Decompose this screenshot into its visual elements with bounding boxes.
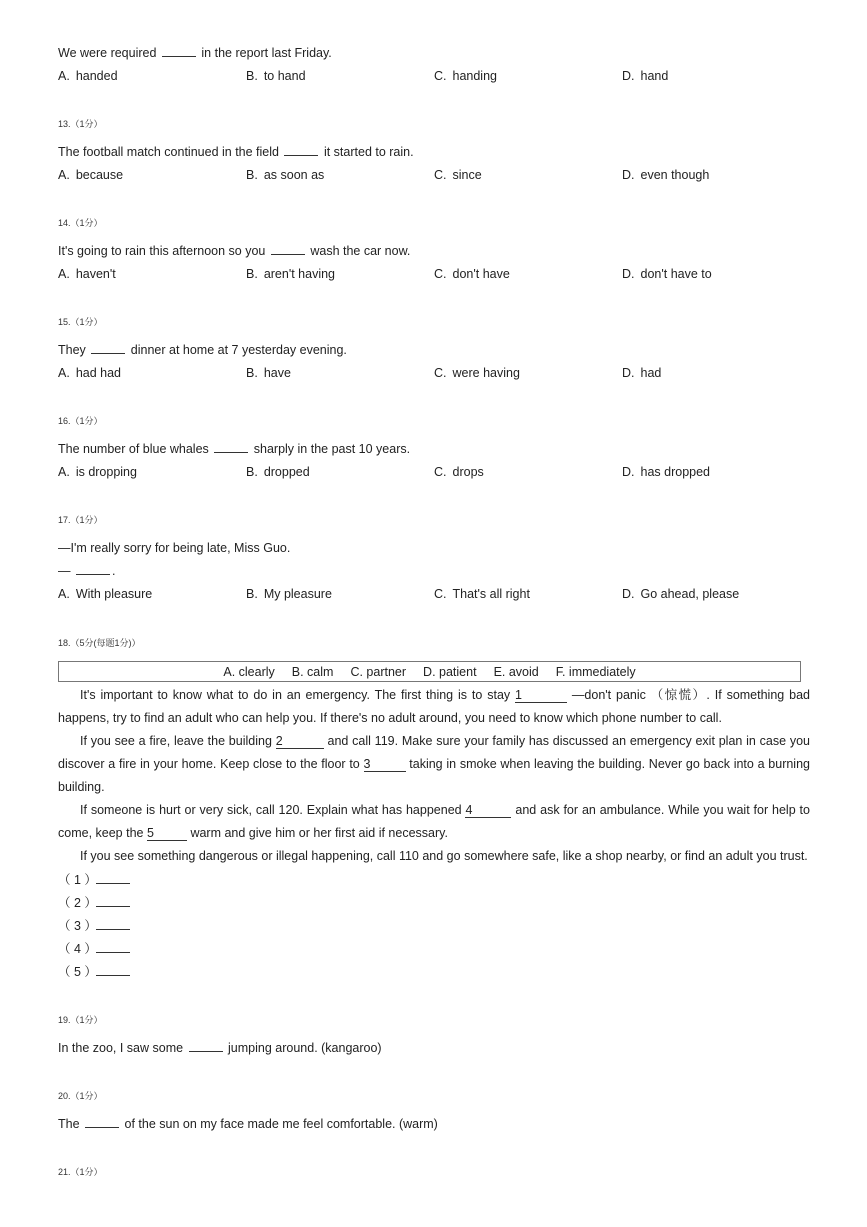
q14-options [58, 266, 818, 282]
q13-options [58, 167, 818, 183]
q18-answer-1: （ 1 ） [58, 872, 132, 888]
q14-stem: It's going to rain this afternoon so you wash the car now. [58, 244, 411, 258]
q15-options [58, 365, 818, 381]
q15-number: 15.（1分） [58, 317, 103, 327]
q19-stem: In the zoo, I saw some jumping around. (kangaroo) [58, 1041, 382, 1055]
q13-number: 13.（1分） [58, 119, 103, 129]
q18-answer-5: （ 5 ） [58, 964, 132, 980]
q17-line1: —I'm really sorry for being late, Miss Guo. [58, 541, 291, 555]
q18-paragraph-1: It's important to know what to do in an emergency. The first thing is to stay 1 —don't panic （惊慌）. If something bad happens, try to find an adult who can help you. If there's no adult around, you need to know which phone number to call. [58, 688, 810, 725]
q12-stem-after: in the report last Friday. [201, 46, 332, 60]
q15-stem: They dinner at home at 7 yesterday evening. [58, 343, 347, 357]
q18-paragraph-2: If you see a fire, leave the building 2 and call 119. Make sure your family has discussed an emergency exit plan in case you discover a fire in your home. Keep close to the floor to 3 taking in smoke when leaving the building. Never go back into a burning building. [58, 734, 810, 794]
q13-blank[interactable] [284, 144, 318, 156]
q17-option-a[interactable]: A. With pleasure [58, 587, 153, 601]
q18-blank-3[interactable]: 3 [364, 757, 406, 772]
q18-paragraph-3: If someone is hurt or very sick, call 120. Explain what has happened 4 and ask for an ambulance. While you wait for help to come, keep the 5 warm and give him or her first aid if necessary. [58, 803, 810, 840]
q12-option-a[interactable]: A. handed [58, 69, 118, 83]
q15-option-d[interactable]: D. had [622, 366, 662, 380]
q17-options [58, 586, 818, 602]
q21-number: 21.（1分） [58, 1167, 103, 1177]
q13-option-c[interactable]: C. since [434, 168, 482, 182]
q16-option-b[interactable]: B. dropped [246, 465, 310, 479]
q18-answer-blank-5[interactable] [96, 964, 130, 976]
q18-blank-4[interactable]: 4 [465, 803, 511, 818]
q18-blank-2[interactable]: 2 [276, 734, 324, 749]
q18-answer-blank-2[interactable] [96, 895, 130, 907]
q20-blank[interactable] [85, 1116, 119, 1128]
q18-blank-5[interactable]: 5 [147, 826, 187, 841]
q15-option-c[interactable]: C. were having [434, 366, 520, 380]
word-option: A. clearly [223, 664, 275, 679]
q18-paragraph-4: If you see something dangerous or illegal happening, call 110 and go somewhere safe, like a shop nearby, or find an adult you trust. [80, 849, 808, 863]
q14-option-b[interactable]: B. aren't having [246, 267, 335, 281]
q12-stem-before: We were required [58, 46, 157, 60]
q14-option-c[interactable]: C. don't have [434, 267, 510, 281]
q20-number: 20.（1分） [58, 1091, 103, 1101]
q12-option-c[interactable]: C. handing [434, 69, 497, 83]
q13-option-d[interactable]: D. even though [622, 168, 710, 182]
q16-number: 16.（1分） [58, 416, 103, 426]
q17-line2: — . [58, 564, 116, 578]
q14-option-a[interactable]: A. haven't [58, 267, 116, 281]
q17-option-d[interactable]: D. Go ahead, please [622, 587, 740, 601]
q16-options [58, 464, 818, 480]
q15-option-b[interactable]: B. have [246, 366, 291, 380]
q17-blank[interactable] [76, 563, 110, 575]
q18-answer-blank-3[interactable] [96, 918, 130, 930]
word-option: F. immediately [555, 664, 636, 679]
q12-stem [58, 45, 332, 61]
q20-stem: The of the sun on my face made me feel comfortable. (warm) [58, 1117, 438, 1131]
q16-stem: The number of blue whales sharply in the past 10 years. [58, 442, 411, 456]
q14-blank[interactable] [271, 243, 305, 255]
q18-answer-blank-4[interactable] [96, 941, 130, 953]
q18-blank-1[interactable]: 1 [515, 688, 567, 703]
word-option: B. calm [291, 664, 334, 679]
q14-option-d[interactable]: D. don't have to [622, 267, 712, 281]
q12-options [58, 68, 818, 84]
q16-blank[interactable] [214, 441, 248, 453]
q19-number: 19.（1分） [58, 1015, 103, 1025]
word-option: D. patient [423, 664, 477, 679]
q12-option-b[interactable]: B. to hand [246, 69, 306, 83]
q19-blank[interactable] [189, 1040, 223, 1052]
q12-option-d[interactable]: D. hand [622, 69, 669, 83]
q13-option-b[interactable]: B. as soon as [246, 168, 325, 182]
q18-answer-3: （ 3 ） [58, 918, 132, 934]
q18-word-box [58, 661, 801, 682]
q16-option-d[interactable]: D. has dropped [622, 465, 711, 479]
q18-answer-4: （ 4 ） [58, 941, 132, 957]
q12-blank[interactable] [162, 45, 196, 57]
q16-option-c[interactable]: C. drops [434, 465, 484, 479]
q15-option-a[interactable]: A. had had [58, 366, 121, 380]
q18-number: 18.（5分(每题1分)） [58, 638, 141, 648]
q16-option-a[interactable]: A. is dropping [58, 465, 137, 479]
q13-option-a[interactable]: A. because [58, 168, 124, 182]
q14-number: 14.（1分） [58, 218, 103, 228]
q17-option-c[interactable]: C. That's all right [434, 587, 530, 601]
q17-option-b[interactable]: B. My pleasure [246, 587, 332, 601]
word-option: E. avoid [493, 664, 539, 679]
q18-answer-2: （ 2 ） [58, 895, 132, 911]
q15-blank[interactable] [91, 342, 125, 354]
q13-stem: The football match continued in the field it started to rain. [58, 145, 414, 159]
word-option: C. partner [350, 664, 407, 679]
q18-answer-blank-1[interactable] [96, 872, 130, 884]
q17-number: 17.（1分） [58, 515, 103, 525]
